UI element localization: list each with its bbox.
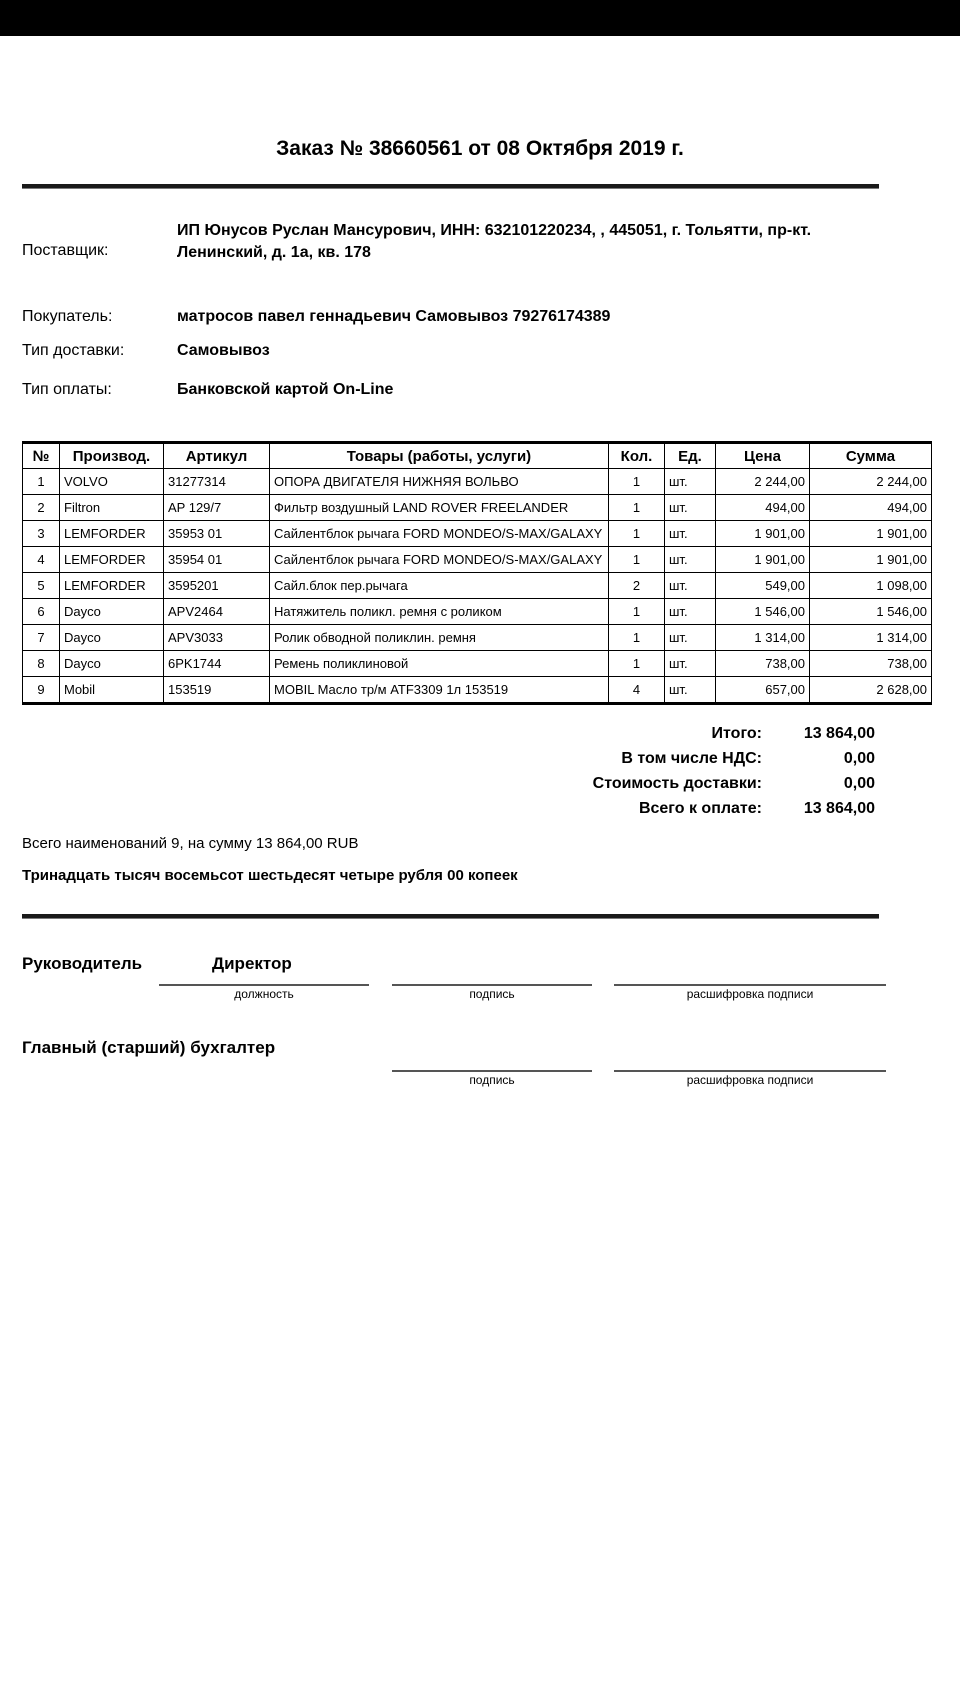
cell-sum: 1 098,00	[810, 573, 932, 599]
cell-article: 31277314	[164, 469, 270, 495]
table-row	[23, 677, 932, 704]
cell-name: Фильтр воздушный LAND ROVER FREELANDER	[270, 495, 609, 521]
parties-section	[22, 220, 879, 401]
manager-role-label: Руководитель	[22, 954, 143, 973]
cell-price: 2 244,00	[716, 469, 810, 495]
supplier-label: Поставщик:	[22, 242, 109, 259]
cell-price: 657,00	[716, 677, 810, 704]
payment-row	[22, 379, 879, 401]
cell-article: 153519	[164, 677, 270, 704]
cell-qty: 4	[609, 677, 665, 704]
table-row	[23, 469, 932, 495]
caption-position: должность	[234, 987, 294, 1001]
cell-qty: 1	[609, 547, 665, 573]
table-header	[23, 443, 932, 469]
manager-position-value: Директор	[212, 954, 292, 973]
summary-section	[22, 833, 879, 887]
spacer	[22, 264, 879, 306]
totals-row-total	[22, 721, 879, 746]
table-row	[23, 547, 932, 573]
cell-sum: 1 901,00	[810, 547, 932, 573]
cell-name: Натяжитель поликл. ремня с роликом	[270, 599, 609, 625]
cell-maker: Mobil	[60, 677, 164, 704]
cell-maker: Dayco	[60, 599, 164, 625]
manager-signature-line	[392, 984, 592, 986]
cell-article: 35953 01	[164, 521, 270, 547]
header-qty: Кол.	[609, 443, 665, 469]
payment-value: Банковской картой On-Line	[177, 381, 394, 398]
supplier-row	[22, 220, 879, 264]
spacer	[22, 328, 879, 340]
cell-num: 2	[23, 495, 60, 521]
summary-count-line: Всего наименований 9, на сумму 13 864,00 RUB	[22, 835, 359, 852]
totals-section	[22, 721, 879, 821]
cell-qty: 1	[609, 469, 665, 495]
cell-sum: 494,00	[810, 495, 932, 521]
summary-amount-words: Тринадцать тысяч восемьсот шестьдесят четыре рубля 00 копеек	[22, 867, 518, 884]
cell-unit: шт.	[665, 495, 716, 521]
cell-unit: шт.	[665, 469, 716, 495]
cell-unit: шт.	[665, 625, 716, 651]
payment-label: Тип оплаты:	[22, 381, 112, 398]
cell-num: 4	[23, 547, 60, 573]
cell-price: 1 901,00	[716, 521, 810, 547]
table-row	[23, 573, 932, 599]
cell-maker: VOLVO	[60, 469, 164, 495]
supplier-value: ИП Юнусов Руслан Мансурович, ИНН: 632101220234, , 445051, г. Тольятти, пр-кт. Ленинский, д. 1а, кв. 178	[177, 222, 812, 261]
cell-price: 738,00	[716, 651, 810, 677]
caption-signature: подпись	[469, 987, 515, 1001]
header-unit: Ед.	[665, 443, 716, 469]
signatures-section	[22, 954, 879, 1094]
header-name: Товары (работы, услуги)	[270, 443, 609, 469]
total-value: 13 864,00	[803, 725, 875, 742]
cell-price: 1 314,00	[716, 625, 810, 651]
cell-unit: шт.	[665, 573, 716, 599]
vat-value: 0,00	[843, 750, 875, 767]
grand-total-value: 13 864,00	[803, 800, 875, 817]
cell-unit: шт.	[665, 547, 716, 573]
table-row	[23, 495, 932, 521]
cell-qty: 1	[609, 651, 665, 677]
delivery-cost-label: Стоимость доставки:	[592, 775, 762, 792]
header-num: №	[23, 443, 60, 469]
cell-article: AP 129/7	[164, 495, 270, 521]
cell-sum: 2 628,00	[810, 677, 932, 704]
table-row	[23, 599, 932, 625]
cell-unit: шт.	[665, 677, 716, 704]
cell-sum: 738,00	[810, 651, 932, 677]
cell-article: APV2464	[164, 599, 270, 625]
cell-qty: 1	[609, 521, 665, 547]
divider-top	[22, 184, 879, 189]
cell-article: 6PK1744	[164, 651, 270, 677]
cell-article: 3595201	[164, 573, 270, 599]
cell-maker: LEMFORDER	[60, 573, 164, 599]
delivery-row	[22, 340, 879, 362]
header-maker: Производ.	[60, 443, 164, 469]
header-sum: Сумма	[810, 443, 932, 469]
cell-maker: Dayco	[60, 625, 164, 651]
totals-row-delivery-cost	[22, 771, 879, 796]
cell-unit: шт.	[665, 521, 716, 547]
cell-num: 9	[23, 677, 60, 704]
cell-name: MOBIL Масло тр/м ATF3309 1л 153519	[270, 677, 609, 704]
document-page	[0, 36, 960, 1094]
cell-name: Сайлентблок рычага FORD MONDEO/S-MAX/GALAXY	[270, 521, 609, 547]
cell-name: Сайлентблок рычага FORD MONDEO/S-MAX/GALAXY	[270, 547, 609, 573]
header-price: Цена	[716, 443, 810, 469]
table-body	[23, 469, 932, 704]
items-table	[22, 441, 932, 705]
cell-price: 1 546,00	[716, 599, 810, 625]
cell-num: 8	[23, 651, 60, 677]
cell-maker: Filtron	[60, 495, 164, 521]
cell-sum: 1 901,00	[810, 521, 932, 547]
cell-qty: 1	[609, 625, 665, 651]
table-row	[23, 625, 932, 651]
cell-num: 3	[23, 521, 60, 547]
vat-label: В том числе НДС:	[621, 750, 762, 767]
cell-qty: 1	[609, 495, 665, 521]
buyer-row	[22, 306, 879, 328]
buyer-value: матросов павел геннадьевич Самовывоз 79276174389	[177, 308, 611, 325]
cell-article: 35954 01	[164, 547, 270, 573]
totals-row-vat	[22, 746, 879, 771]
table-row	[23, 521, 932, 547]
cell-maker: LEMFORDER	[60, 521, 164, 547]
manager-transcript-line	[614, 984, 886, 986]
grand-total-label: Всего к оплате:	[638, 800, 762, 817]
accountant-signature-block	[22, 1038, 879, 1094]
cell-price: 1 901,00	[716, 547, 810, 573]
cell-unit: шт.	[665, 651, 716, 677]
cell-article: APV3033	[164, 625, 270, 651]
manager-position-line	[159, 984, 369, 986]
cell-num: 5	[23, 573, 60, 599]
cell-name: ОПОРА ДВИГАТЕЛЯ НИЖНЯЯ ВОЛЬВО	[270, 469, 609, 495]
buyer-label: Покупатель:	[22, 308, 113, 325]
table-header-row	[23, 443, 932, 469]
cell-price: 494,00	[716, 495, 810, 521]
cell-name: Сайл.блок пер.рычага	[270, 573, 609, 599]
caption-transcript: расшифровка подписи	[686, 987, 814, 1001]
cell-unit: шт.	[665, 599, 716, 625]
cell-sum: 2 244,00	[810, 469, 932, 495]
totals-row-grand	[22, 796, 879, 821]
accountant-role-label: Главный (старший) бухгалтер	[22, 1038, 276, 1057]
delivery-label: Тип доставки:	[22, 342, 125, 359]
status-bar	[0, 0, 960, 36]
cell-maker: LEMFORDER	[60, 547, 164, 573]
cell-num: 6	[23, 599, 60, 625]
caption-transcript: расшифровка подписи	[686, 1073, 814, 1087]
table-row	[23, 651, 932, 677]
items-table-wrapper	[22, 441, 927, 705]
total-label: Итого:	[711, 725, 762, 742]
header-article: Артикул	[164, 443, 270, 469]
divider-bottom	[22, 914, 879, 919]
accountant-transcript-line	[614, 1070, 886, 1072]
cell-price: 549,00	[716, 573, 810, 599]
page-title: Заказ № 38660561 от 08 Октября 2019 г.	[276, 137, 684, 160]
cell-num: 1	[23, 469, 60, 495]
delivery-cost-value: 0,00	[843, 775, 875, 792]
cell-qty: 1	[609, 599, 665, 625]
delivery-value: Самовывоз	[177, 342, 270, 359]
cell-name: Ролик обводной поликлин. ремня	[270, 625, 609, 651]
spacer	[22, 362, 879, 379]
cell-maker: Dayco	[60, 651, 164, 677]
manager-signature-block	[22, 954, 879, 1014]
cell-sum: 1 546,00	[810, 599, 932, 625]
cell-sum: 1 314,00	[810, 625, 932, 651]
cell-name: Ремень поликлиновой	[270, 651, 609, 677]
cell-num: 7	[23, 625, 60, 651]
accountant-signature-line	[392, 1070, 592, 1072]
caption-signature: подпись	[469, 1073, 515, 1087]
cell-qty: 2	[609, 573, 665, 599]
